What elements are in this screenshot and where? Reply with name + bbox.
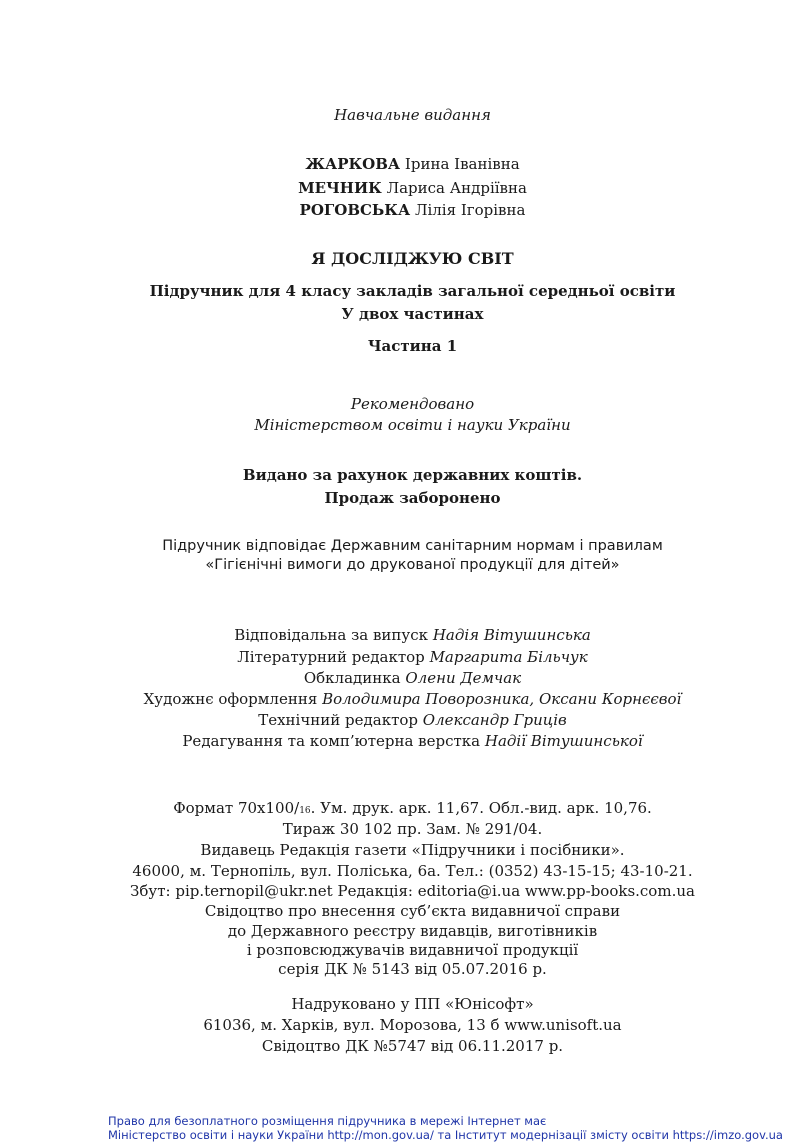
edition-label: Навчальне видання [334,106,491,124]
parts-note: У двох частинах [341,305,484,323]
author-1-surname: ЖАРКОВА [305,155,401,173]
book-subtitle: Підручник для 4 класу закладів загальної середньої освіти [149,282,676,300]
credit-3-role: Обкладинка [303,669,401,687]
author-3-surname: РОГОВСЬКА [299,201,411,219]
part-number: Частина 1 [367,337,458,355]
credit-5-role: Технічний редактор [258,711,418,729]
credit-4-name: Володимира Поворозника, Оксани Корнєєвої [322,690,682,708]
credit-4-role: Художнє оформлення [143,690,318,708]
credit-5-name: Олександр Гриців [422,711,567,729]
credit-1 [0,626,800,644]
book-title: Я ДОСЛІДЖУЮ СВІТ [311,249,514,268]
format-rest: . Ум. друк. арк. 11,67. Обл.-вид. арк. 10,76. [310,799,652,817]
imprint-publisher: Видавець Редакція газети «Підручники і посібники». [200,841,625,859]
funding-line-1: Видано за рахунок державних коштів. [242,466,583,484]
author-2-given: Лариса Андріївна [386,179,527,197]
funding-line-2: Продаж заборонено [324,489,501,507]
credit-2 [0,648,800,666]
hygiene-line-2: «Гігієнічні вимоги до друкованої продукції для дітей» [205,557,620,573]
imprint-cert-1: Свідоцтво про внесення суб’єкта видавничої справи [204,902,621,920]
author-3 [0,201,800,219]
author-2 [0,179,800,197]
credit-2-role: Літературний редактор [237,648,425,666]
recommended-line-2: Міністерством освіти і науки України [254,416,571,434]
format-prefix: Формат 70х100/ [173,799,300,817]
credit-6 [0,732,800,750]
author-1 [0,155,800,173]
author-3-given: Лілія Ігорівна [414,201,526,219]
recommended-line-1: Рекомендовано [350,395,475,413]
printer-line-1: Надруковано у ПП «Юнісофт» [291,995,534,1013]
imprint-contacts: Збут: pip.ternopil@ukr.net Редакція: editoria@i.ua www.pp-books.com.ua [130,882,695,900]
imprint-cert-4: серія ДК № 5143 від 05.07.2016 р. [278,960,547,978]
credit-6-role: Редагування та комп’ютерна верстка [182,732,481,750]
credit-2-name: Маргарита Більчук [429,648,588,666]
credit-5 [0,711,800,729]
imprint-print-run: Тираж 30 102 пр. Зам. № 291/04. [282,820,543,838]
credit-1-role: Відповідальна за випуск [234,626,429,644]
credit-3-name: Олени Демчак [405,669,522,687]
hygiene-line-1: Підручник відповідає Державним санітарним нормам і правилам [162,538,663,554]
imprint-format [0,799,800,817]
author-2-surname: МЕЧНИК [298,179,382,197]
printer-line-3: Свідоцтво ДК №5747 від 06.11.2017 р. [261,1037,564,1055]
imprint-cert-3: і розповсюджувачів видавничої продукції [246,941,579,959]
credit-1-name: Надія Вітушинська [432,626,591,644]
credit-3 [0,669,800,687]
imprint-address: 46000, м. Тернопіль, вул. Поліська, 6а. Тел.: (0352) 43-15-15; 43-10-21. [132,862,693,880]
credit-4 [0,690,800,708]
credit-6-name: Надії Вітушинської [484,732,643,750]
footer-rights-line-2: Міністерство освіти і науки України http://mon.gov.ua/ та Інститут модернізації змісту освіти https://imzo.gov.ua [108,1128,783,1142]
imprint-cert-2: до Державного реєстру видавців, виготівників [227,922,598,940]
footer-rights-line-1: Право для безоплатного розміщення підручника в мережі Інтернет має [108,1114,547,1128]
printer-line-2: 61036, м. Харків, вул. Морозова, 13 б www.unisoft.ua [203,1016,622,1034]
author-1-given: Ірина Іванівна [404,155,520,173]
format-fraction: 16 [299,806,311,816]
